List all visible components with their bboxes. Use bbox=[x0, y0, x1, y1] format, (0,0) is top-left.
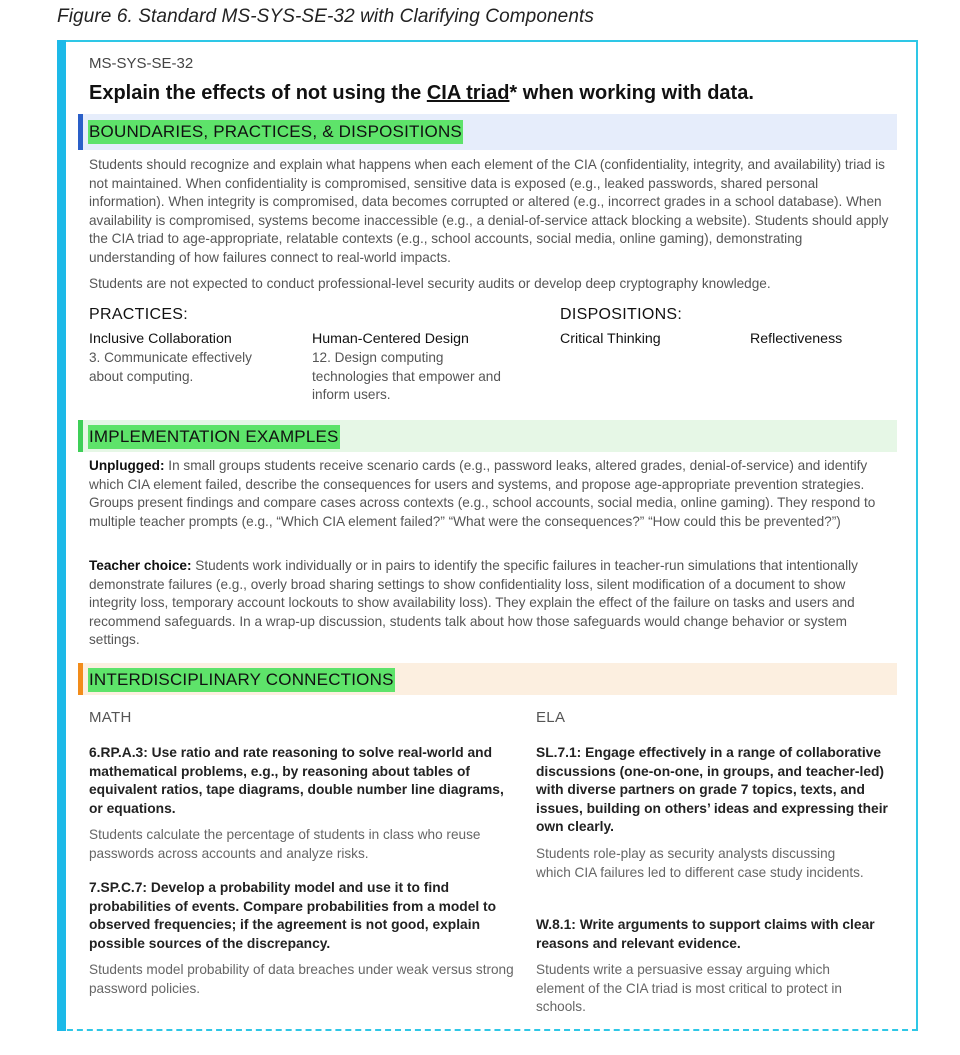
standard-title-suffix: * when working with data. bbox=[509, 82, 754, 104]
math-standard-1: 6.RP.A.3: Use ratio and rate reasoning to solve real-world and mathematical problems, e.g., by reasoning about tables of equivalent ratios, tape diagrams, double number line diagrams, or equations. bbox=[89, 745, 504, 816]
cia-triad-term: CIA triad bbox=[426, 82, 510, 104]
practice-title: Inclusive Collaboration bbox=[89, 331, 232, 347]
ela-standard-2: W.8.1: Write arguments to support claims with clear reasons and relevant evidence. bbox=[536, 917, 875, 951]
connections-accent-bar bbox=[78, 663, 83, 695]
disposition-item: Critical Thinking bbox=[560, 331, 661, 347]
unplugged-text: In small groups students receive scenario cards (e.g., password leaks, altered grades, denial-of-service) and identify which CIA element failed, describe the consequences for users and systems, and propose age-appropriate prevention strategies. Groups present findings and compare cases across contexts (e.g., school accounts, social media, online gaming). They respond to multiple teacher prompts (e.g., “Which CIA element failed?” “What were the consequences?” “How could this be prevented?”) bbox=[89, 458, 876, 529]
ela-standard-1: SL.7.1: Engage effectively in a range of collaborative discussions (one-on-one, in groups, and teacher-led) with diverse partners on grade 7 topics, texts, and issues, building on others’ ideas and expressing their own clearly. bbox=[536, 745, 888, 835]
math-standard-2: 7.SP.C.7: Develop a probability model and use it to find probabilities of events. Compare probabilities from a model to observed frequencies; if the agreement is not good, explain possible sources of the discrepancy. bbox=[89, 880, 497, 951]
practice-title: Human-Centered Design bbox=[312, 331, 469, 347]
unplugged-label: Unplugged: bbox=[89, 458, 165, 473]
implementation-accent-bar bbox=[78, 420, 83, 452]
dispositions-heading: DISPOSITIONS: bbox=[560, 306, 683, 323]
implementation-section-header bbox=[78, 420, 897, 452]
standard-code: MS-SYS-SE-32 bbox=[89, 55, 194, 72]
practices-heading: PRACTICES: bbox=[89, 306, 189, 323]
boundaries-heading: BOUNDARIES, PRACTICES, & DISPOSITIONS bbox=[88, 120, 463, 144]
teacher-choice-example bbox=[89, 557, 892, 650]
connections-heading: INTERDISCIPLINARY CONNECTIONS bbox=[88, 668, 395, 692]
teacher-choice-text: Students work individually or in pairs to identify the specific failures in teacher-run simulations that intentionally demonstrate failures (e.g., overly broad sharing settings to show confidentiality loss, silent modification of a document to show integrity loss, temporary account lockouts to show availability loss). They explain the effect of the failure on tasks and users and recommend safeguards. In a wrap-up discussion, students talk about how those safeguards would change behavior or system settings. bbox=[89, 558, 858, 648]
disposition-item: Reflectiveness bbox=[750, 331, 843, 347]
math-activity-2: Students model probability of data breaches under weak versus strong password policies. bbox=[89, 962, 514, 996]
unplugged-example bbox=[89, 457, 879, 531]
math-subject-label: MATH bbox=[89, 709, 132, 726]
ela-activity-2: Students write a persuasive essay arguing which element of the CIA triad is most critical to protect in schools. bbox=[536, 962, 842, 1015]
practice-description: 3. Communicate effectively about computing. bbox=[89, 350, 252, 384]
boundaries-paragraph-2: Students are not expected to conduct professional-level security audits or develop deep cryptography knowledge. bbox=[89, 276, 771, 291]
teacher-choice-label: Teacher choice: bbox=[89, 558, 192, 573]
boundaries-accent-bar bbox=[78, 114, 83, 150]
ela-subject-label: ELA bbox=[536, 709, 566, 726]
practice-description: 12. Design computing technologies that empower and inform users. bbox=[312, 350, 501, 403]
math-activity-1: Students calculate the percentage of students in class who reuse passwords across accounts and analyze risks. bbox=[89, 827, 481, 861]
card-left-accent bbox=[57, 40, 66, 1031]
figure-caption: Figure 6. Standard MS-SYS-SE-32 with Clarifying Components bbox=[57, 6, 594, 27]
standard-title bbox=[89, 82, 754, 105]
implementation-heading: IMPLEMENTATION EXAMPLES bbox=[88, 425, 340, 449]
connections-section-header bbox=[78, 663, 897, 695]
ela-activity-1: Students role-play as security analysts discussing which CIA failures led to different case study incidents. bbox=[536, 846, 864, 880]
boundaries-paragraph-1: Students should recognize and explain what happens when each element of the CIA (confidentiality, integrity, and availability) triad is not maintained. When confidentiality is compromised, sensitive data is exposed (e.g., leaked passwords, shared personal information). When integrity is compromised, data becomes corrupted or altered (e.g., incorrect grades in a school database). When availability is compromised, systems become inaccessible (e.g., a denial-of-service attack blocking a website). Students should apply the CIA triad to age-appropriate, relatable contexts (e.g., school accounts, social media, online gaming), demonstrating understanding of how failures connect to real-world impacts. bbox=[89, 157, 889, 265]
boundaries-section-header bbox=[78, 114, 897, 150]
standard-title-prefix: Explain the effects of not using the bbox=[89, 82, 427, 104]
